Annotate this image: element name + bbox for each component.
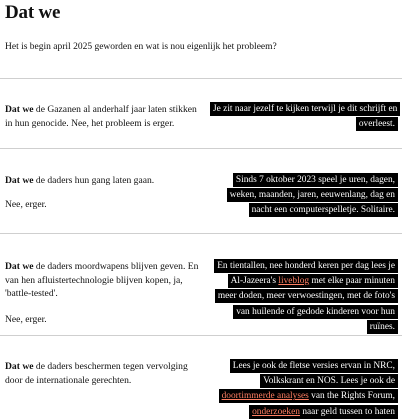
section-2-text [5,174,201,211]
section-3-highlight-end: met elke paar minuten meer doden, meer verwoestingen, met de foto's van huilende of gedode kinderen voor hun ruïnes. [217,276,395,332]
keyword: Dat we [5,261,34,272]
section-3-quote [210,259,398,335]
section-1-paragraph [5,103,201,130]
section-3-followup: Nee, erger. [5,313,47,325]
section-4-highlight-middle: van the Rights Forum, [308,391,395,402]
section-1-body: de Gazanen al anderhalf jaar laten stikken in hun genocide. Nee, het probleem is erger. [5,104,197,129]
section-divider [0,233,402,234]
section-4-highlight-end: naar geld tussen to haten [299,406,395,417]
section-3-body: de daders moordwapens blijven geven. En van hen afluistertechnologie blijven kopen, ja, 'battle-tested'. [5,261,199,300]
section-3-text [5,260,201,326]
page-title: Dat we [5,2,61,23]
section-1-quote [210,102,398,132]
intro-text: Het is begin april 2025 geworden en wat is nou eigenlijk het probleem? [5,42,277,52]
keyword: Dat we [5,175,34,186]
section-4-paragraph [5,360,201,387]
analyses-link[interactable]: doortimmerde analyses [221,391,309,402]
section-4-body: de daders beschermen tegen vervolging door de internationale gerechten. [5,361,188,386]
section-2-highlight: Sinds 7 oktober 2023 speel je uren, dagen, weken, maanden, jaren, eeuwenlang, dag en nacht een computerspelletje. Solitaire. [227,173,398,217]
section-2-body: de daders hun gang laten gaan. [33,175,155,186]
section-4-highlight [219,359,398,419]
section-2-quote [210,173,398,219]
section-divider [0,335,402,336]
section-divider [0,78,402,79]
liveblog-link[interactable]: liveblog [278,276,310,287]
keyword: Dat we [5,361,34,372]
section-3-highlight-start: En tientallen, nee honderd keren per dag lees je Al-Jazeera's [217,261,395,287]
section-2-paragraph [5,174,201,188]
section-1-text [5,103,201,130]
section-4-text [5,360,201,387]
keyword: Dat we [5,104,34,115]
section-3-highlight [214,259,398,334]
research-link[interactable]: onderzoeken [252,406,300,417]
section-1-highlight: Je zit naar jezelf te kijken terwijl je dit schrijft en overleest. [210,102,400,131]
section-2-followup: Nee, erger. [5,198,47,210]
section-3-paragraph [5,260,201,301]
section-4-highlight-start: Lees je ook de fletse versies ervan in NRC, Volkskrant en NOS. Lees je ook de [232,361,395,387]
section-divider [0,148,402,149]
section-4-quote [210,359,398,420]
